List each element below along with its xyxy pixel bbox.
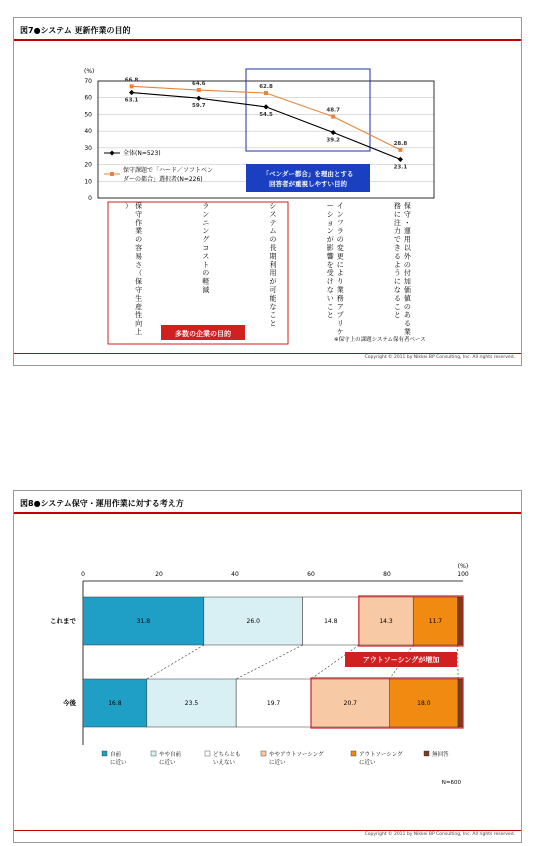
sample-size: N=600 bbox=[441, 780, 461, 786]
data-label: 59.7 bbox=[192, 103, 206, 110]
x-tick-label-char: 注 bbox=[393, 218, 401, 227]
category-label: これまで bbox=[50, 617, 76, 625]
figure7-title: 図7●システム 更新作業の目的 bbox=[20, 26, 131, 35]
figure7-bottom-rule bbox=[14, 353, 521, 354]
vendor-callout-text: 回答者が重視しやすい目的 bbox=[269, 180, 347, 188]
x-tick-label-char: ス bbox=[269, 210, 277, 219]
x-tick-label-char: 付 bbox=[403, 269, 411, 278]
x-tick-label-char: な bbox=[393, 286, 401, 294]
x-tick-label-char: 影 bbox=[326, 244, 334, 252]
data-label: 20.7 bbox=[343, 700, 358, 707]
x-tick-label-char: 期 bbox=[269, 252, 277, 261]
x-axis-unit: (%) bbox=[457, 563, 469, 570]
data-label: 28.8 bbox=[393, 140, 408, 147]
legend-swatch bbox=[261, 751, 266, 756]
x-tick-label-char: こ bbox=[269, 311, 277, 320]
x-tick-label-char: 性 bbox=[135, 311, 143, 320]
series-point bbox=[197, 88, 201, 92]
data-label: 23.5 bbox=[184, 700, 199, 707]
series-point bbox=[196, 96, 201, 101]
x-tick-label-char: 受 bbox=[326, 269, 334, 278]
x-tick-label-char: テ bbox=[269, 218, 277, 227]
x-tick-label-char: 易 bbox=[135, 252, 143, 261]
figure7-copyright: Copyright © 2011 by Nikkei BP Consulting, Inc. All rights reserved. bbox=[364, 355, 515, 360]
x-tick-label-char: よ bbox=[336, 269, 344, 278]
series-point bbox=[398, 148, 402, 152]
x-tick-label-char: 務 bbox=[393, 202, 401, 210]
data-label: 26.0 bbox=[246, 618, 260, 625]
x-tick-label-char: な bbox=[269, 302, 277, 311]
y-tick-label: 40 bbox=[84, 128, 92, 136]
x-tick-label: 60 bbox=[307, 571, 315, 578]
x-tick-label-char: ョ bbox=[326, 218, 334, 227]
x-tick-label-char: 守 bbox=[135, 210, 143, 219]
x-tick-label-char: 容 bbox=[135, 244, 143, 252]
x-tick-label-char: 軽 bbox=[202, 277, 210, 286]
x-tick-label-char: 用 bbox=[403, 235, 411, 244]
x-tick-label: 20 bbox=[155, 571, 163, 578]
legend-label: に近い bbox=[110, 760, 127, 766]
legend-swatch bbox=[351, 751, 356, 756]
x-tick-label-char: 加 bbox=[403, 277, 411, 286]
x-tick-label-char: 以 bbox=[403, 244, 411, 252]
figure8-chart bbox=[14, 491, 521, 842]
legend-label: 保守課題で「ハード／ソフトベン bbox=[123, 167, 214, 174]
legend-label: アウトソーシング bbox=[359, 752, 403, 758]
x-tick-label-char: こ bbox=[326, 302, 334, 311]
x-tick-label-char: グ bbox=[202, 235, 210, 244]
x-tick-label-char: を bbox=[326, 260, 334, 269]
x-tick-label-char: る bbox=[403, 319, 411, 328]
legend-swatch bbox=[205, 751, 210, 756]
x-tick-label-char: る bbox=[393, 294, 401, 303]
x-tick-label-char: ン bbox=[326, 227, 334, 236]
x-tick-label-char: ス bbox=[202, 252, 210, 261]
data-label: 23.1 bbox=[393, 164, 408, 171]
y-tick-label: 70 bbox=[84, 78, 92, 85]
data-label: 31.8 bbox=[136, 618, 151, 625]
x-tick-label-char: 外 bbox=[403, 252, 411, 261]
legend-label: 全体(N=523) bbox=[123, 150, 161, 157]
series-point bbox=[398, 157, 403, 162]
x-tick-label-char: 生 bbox=[135, 294, 143, 303]
x-tick-label-char: 値 bbox=[403, 294, 411, 303]
majority-callout-text: 多数の企業の目的 bbox=[175, 330, 231, 338]
x-tick-label-char: で bbox=[393, 235, 401, 244]
x-tick-label-char: 務 bbox=[336, 294, 344, 303]
data-label: 54.5 bbox=[259, 111, 273, 118]
legend-label: 無回答 bbox=[432, 752, 449, 758]
x-tick-label-char: と bbox=[326, 311, 334, 320]
x-tick-label-char: 業 bbox=[135, 227, 143, 236]
legend-label: どちらとも bbox=[213, 752, 241, 758]
x-tick-label-char: ） bbox=[125, 202, 133, 210]
connector-line bbox=[236, 645, 303, 679]
legend-swatch-marker bbox=[110, 172, 114, 176]
x-tick-label-char: 力 bbox=[393, 227, 401, 236]
x-tick-label-char: 利 bbox=[269, 260, 277, 269]
data-label: 48.7 bbox=[326, 107, 340, 114]
x-tick-label-char: き bbox=[393, 244, 401, 252]
legend-label: いえない bbox=[213, 760, 236, 766]
x-tick-label-char: あ bbox=[403, 311, 411, 320]
x-tick-label-char: 可 bbox=[269, 286, 277, 294]
y-axis-unit: (%) bbox=[84, 68, 95, 75]
x-tick-label-char: ・ bbox=[403, 218, 411, 227]
x-tick-label-char: の bbox=[403, 302, 411, 311]
legend-label: に近い bbox=[269, 760, 286, 766]
x-tick-label-char: い bbox=[326, 294, 334, 303]
x-tick-label-char: 業 bbox=[403, 328, 411, 336]
data-label: 14.3 bbox=[379, 618, 393, 625]
y-tick-label: 60 bbox=[84, 94, 92, 102]
x-tick-label: 0 bbox=[81, 571, 85, 578]
vendor-callout-text: 「ベンダー都合」を理由とする bbox=[262, 170, 354, 178]
x-tick-label-char: 保 bbox=[403, 202, 411, 210]
x-tick-label-char: よ bbox=[393, 260, 401, 269]
legend-swatch bbox=[424, 751, 429, 756]
figure8-title: 図8●システム保守・運用作業に対する考え方 bbox=[20, 499, 184, 508]
figure8-panel bbox=[13, 490, 522, 843]
x-tick-label-char: に bbox=[393, 210, 401, 219]
legend-label: ややアウトソーシング bbox=[269, 752, 324, 758]
legend-label: 自前 bbox=[110, 752, 122, 758]
x-tick-label-char: （ bbox=[135, 269, 143, 278]
y-tick-label: 0 bbox=[88, 195, 92, 202]
x-tick-label-char: の bbox=[403, 260, 411, 269]
x-tick-label-char: ー bbox=[326, 202, 334, 210]
x-tick-label-char: 変 bbox=[336, 244, 344, 252]
data-label: 16.8 bbox=[108, 700, 122, 707]
x-tick-label-char: の bbox=[135, 235, 143, 244]
legend-label: ダーの都合」選択者(N=226) bbox=[123, 176, 203, 183]
bar-segment bbox=[458, 679, 463, 727]
series-point bbox=[263, 104, 268, 109]
x-tick-label-char: リ bbox=[336, 319, 344, 328]
data-label: 19.7 bbox=[266, 700, 281, 707]
x-tick-label-char: コ bbox=[202, 244, 210, 252]
series-line bbox=[132, 93, 401, 160]
bar-segment bbox=[458, 597, 463, 645]
x-tick-label-char: 作 bbox=[135, 218, 143, 227]
data-label: 64.6 bbox=[192, 81, 206, 88]
x-tick-label-char: ン bbox=[202, 227, 210, 236]
x-tick-label-char: ト bbox=[202, 260, 210, 269]
legend-label: に近い bbox=[359, 760, 376, 766]
series-point bbox=[331, 115, 335, 119]
x-tick-label-char: に bbox=[336, 260, 344, 269]
x-tick-label-char: 守 bbox=[403, 210, 411, 219]
y-tick-label: 10 bbox=[84, 178, 92, 186]
data-label: 62.8 bbox=[259, 84, 273, 91]
y-tick-label: 30 bbox=[84, 144, 92, 152]
figure7-panel bbox=[13, 17, 522, 366]
x-tick-label-char: と bbox=[393, 311, 401, 320]
x-tick-label-char: に bbox=[393, 277, 401, 286]
x-tick-label-char: う bbox=[393, 269, 401, 278]
legend-swatch bbox=[151, 751, 156, 756]
outsourcing-callout-text: アウトソーシングが増加 bbox=[362, 656, 440, 664]
x-tick-label-char: 用 bbox=[269, 269, 277, 278]
x-tick-label-char: シ bbox=[326, 210, 334, 219]
x-tick-label-char: 業 bbox=[336, 286, 344, 294]
legend-swatch bbox=[102, 751, 107, 756]
x-tick-label: 100 bbox=[457, 571, 469, 578]
data-label: 66.8 bbox=[124, 77, 139, 84]
x-tick-label-char: 長 bbox=[269, 244, 277, 252]
data-label: 11.7 bbox=[428, 618, 443, 625]
x-tick-label-char: が bbox=[326, 235, 334, 244]
x-tick-label: 80 bbox=[383, 571, 391, 578]
figure8-bottom-rule bbox=[14, 830, 521, 831]
x-tick-label-char: シ bbox=[269, 202, 277, 210]
y-tick-label: 50 bbox=[84, 111, 92, 119]
legend-label: やや自前 bbox=[159, 752, 182, 758]
x-tick-label-char: ケ bbox=[336, 328, 344, 336]
x-tick-label-char: ン bbox=[202, 210, 210, 219]
x-tick-label-char: ラ bbox=[202, 202, 210, 210]
x-tick-label-char: フ bbox=[336, 218, 344, 227]
x-tick-label-char: ア bbox=[336, 302, 344, 311]
figure7-chart bbox=[14, 18, 521, 365]
x-tick-label-char: こ bbox=[393, 302, 401, 311]
x-tick-label-char: け bbox=[326, 277, 334, 286]
x-tick-label-char: 保 bbox=[135, 202, 143, 210]
x-tick-label-char: ム bbox=[269, 227, 277, 236]
x-tick-label-char: の bbox=[269, 235, 277, 244]
data-label: 63.1 bbox=[124, 97, 139, 104]
x-tick-label-char: 響 bbox=[326, 252, 334, 261]
y-tick-label: 20 bbox=[84, 161, 92, 169]
x-tick-label-char: 上 bbox=[135, 328, 143, 336]
legend-swatch-marker bbox=[110, 151, 115, 156]
x-tick-label-char: ラ bbox=[336, 227, 344, 236]
x-tick-label-char: が bbox=[269, 277, 277, 286]
series-point bbox=[129, 90, 134, 95]
x-tick-label-char: さ bbox=[135, 260, 143, 269]
x-tick-label-char: 産 bbox=[135, 302, 143, 311]
series-point bbox=[331, 130, 336, 135]
data-label: 39.2 bbox=[326, 137, 340, 144]
data-label: 14.8 bbox=[324, 618, 338, 625]
x-tick-label-char: 価 bbox=[403, 286, 411, 294]
x-tick-label-char: 守 bbox=[135, 286, 143, 294]
x-tick-label-char: り bbox=[336, 277, 344, 286]
x-tick-label-char: る bbox=[393, 252, 401, 261]
x-tick-label-char: 運 bbox=[403, 227, 411, 236]
legend-label: に近い bbox=[159, 760, 176, 766]
category-label: 今後 bbox=[63, 699, 76, 707]
x-tick-label-char: プ bbox=[336, 311, 344, 320]
footnote: ※保守上の課題システム保有者ベース bbox=[334, 337, 426, 343]
x-tick-label-char: イ bbox=[336, 202, 344, 210]
series-point bbox=[130, 84, 134, 88]
series-point bbox=[264, 91, 268, 95]
x-tick-label-char: と bbox=[269, 319, 277, 328]
x-tick-label-char: 更 bbox=[336, 252, 344, 261]
x-tick-label-char: 向 bbox=[135, 319, 143, 328]
connector-line bbox=[147, 645, 204, 679]
x-tick-label: 40 bbox=[231, 571, 239, 578]
x-tick-label-char: 減 bbox=[202, 286, 210, 294]
x-tick-label-char: ン bbox=[336, 210, 344, 219]
x-tick-label-char: の bbox=[336, 235, 344, 244]
x-tick-label-char: な bbox=[326, 286, 334, 294]
x-tick-label-char: 保 bbox=[135, 277, 143, 286]
x-tick-label-char: 能 bbox=[269, 294, 277, 303]
x-tick-label-char: ニ bbox=[202, 218, 210, 227]
x-tick-label-char: の bbox=[202, 269, 210, 278]
data-label: 18.0 bbox=[417, 700, 431, 707]
figure8-copyright: Copyright © 2011 by Nikkei BP Consulting, Inc. All rights reserved. bbox=[364, 832, 515, 837]
